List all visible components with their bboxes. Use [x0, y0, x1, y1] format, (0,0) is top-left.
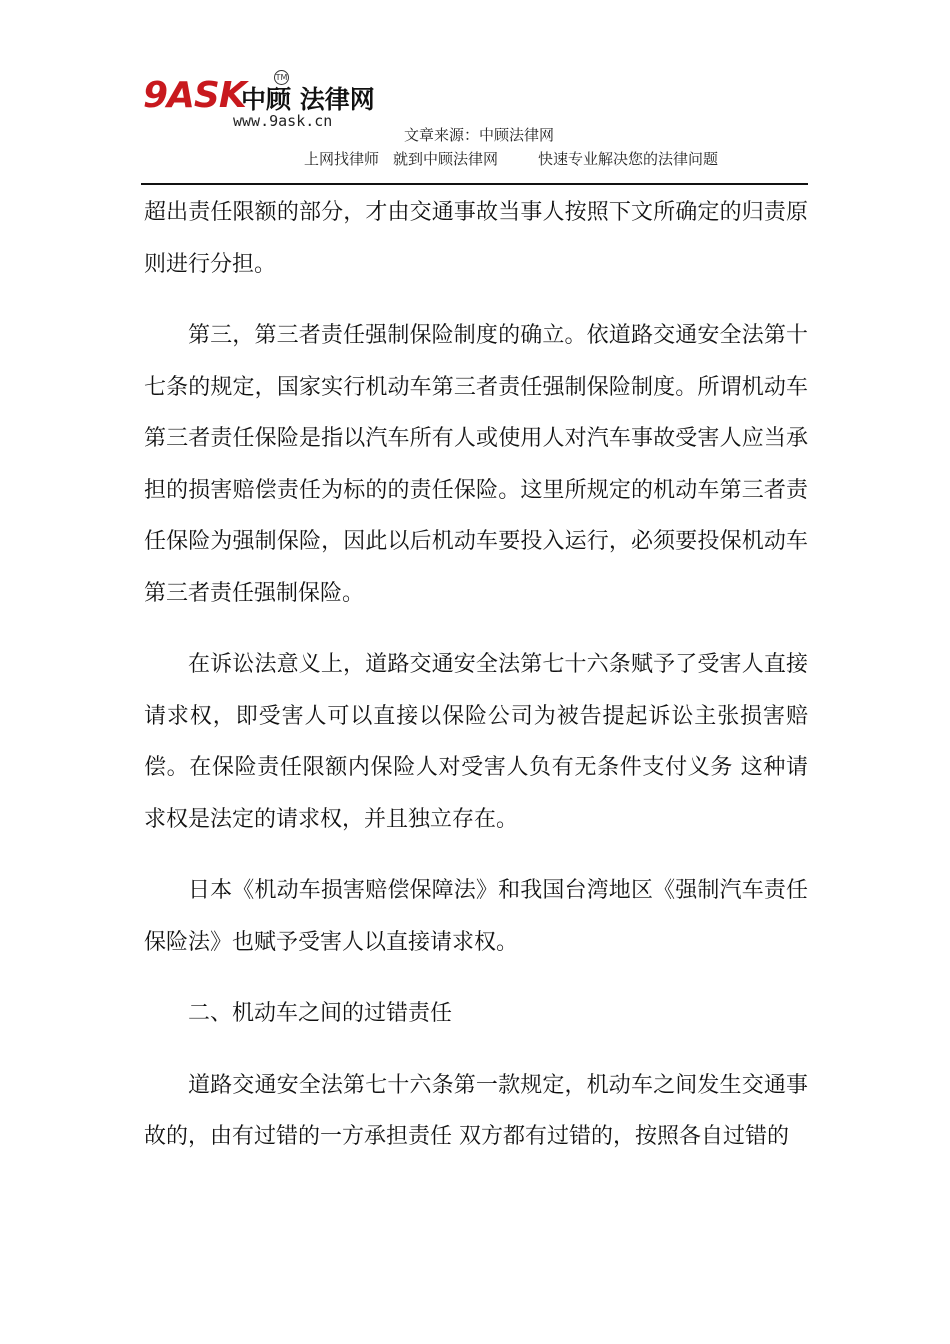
page-header	[0, 0, 950, 190]
article-source: 文章来源：中顾法律网	[404, 126, 555, 144]
logo-name: 中顾 法律网	[241, 85, 375, 114]
header-divider	[141, 183, 808, 185]
paragraph: 超出责任限额的部分，才由交通事故当事人按照下文所确定的归责原则进行分担。	[144, 200, 808, 277]
paragraph: 第三，第三者责任强制保险制度的确立。依道路交通安全法第十七条的规定，国家实行机动车第三者责任强制保险制度。所谓机动车第三者责任保险是指以汽车所有人或使用人对汽车事故受害人应当承担的损害赔偿责任为标的的责任保险。这里所规定的机动车第三者责任保险为强制保险，因此以后机动车要投入运行，必须要投保机动车第三者责任强制保险。	[144, 323, 808, 606]
paragraph: 道路交通安全法第七十六条第一款规定，机动车之间发生交通事故的，由有过错的一方承担责任 双方都有过错的，按照各自过错的	[144, 1072, 808, 1149]
article-body	[144, 187, 808, 1183]
paragraph: 在诉讼法意义上，道路交通安全法第七十六条赋予了受害人直接请求权，即受害人可以直接以保险公司为被告提起诉讼主张损害赔偿。在保险责任限额内保险人对受害人负有无条件支付义务 这种请求权是法定的请求权，并且独立存在。	[144, 652, 808, 832]
paragraph: 日本《机动车损害赔偿保障法》和我国台湾地区《强制汽车责任保险法》也赋予受害人以直接请求权。	[144, 878, 808, 955]
tagline-part-1: 上网找律师	[304, 150, 380, 168]
trademark-icon: TM	[274, 70, 289, 85]
section-heading: 二、机动车之间的过错责任	[188, 1001, 453, 1026]
tagline-part-3: 快速专业解决您的法律问题	[538, 150, 719, 168]
tagline-part-2: 就到中顾法律网	[393, 150, 499, 168]
header-tagline	[304, 148, 718, 169]
logo-mark: 9ASK	[143, 75, 246, 116]
site-logo[interactable]	[143, 74, 383, 134]
logo-url: www.9ask.cn	[233, 112, 333, 130]
